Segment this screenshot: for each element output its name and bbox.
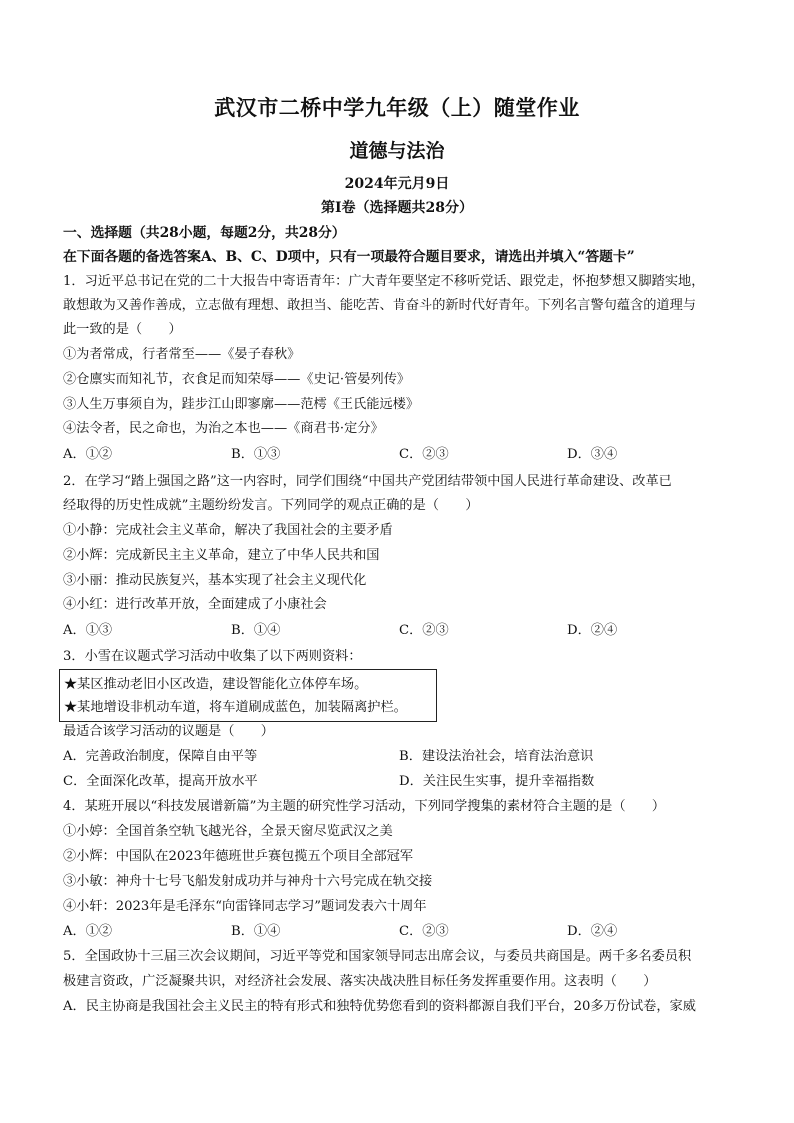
q2-item: ③小丽：推动民族复兴，基本实现了社会主义现代化 (63, 573, 367, 588)
q2-item: ④小红：进行改革开放，全面建成了小康社会 (63, 597, 327, 612)
q3-option-c: C．全面深化改革，提高开放水平 (63, 774, 258, 789)
q4-option-b: B．①④ (231, 924, 281, 939)
q2-item: ②小辉：完成新民主主义革命，建立了中华人民共和国 (63, 548, 380, 563)
exam-date: 2024年元月9日 (344, 176, 450, 192)
q5-option-a: A．民主协商是我国社会主义民主的特有形式和独特优势您看到的资料都源自我们平台，20多万份试卷，家威 (63, 999, 696, 1014)
q4-stem: 4．某班开展以“科技发展谱新篇”为主题的研究性学习活动，下列同学搜集的素材符合主题的是（ ） (63, 799, 666, 814)
q3-material-item: ★某地增设非机动车道，将车道刷成蓝色，加装隔离护栏。 (64, 700, 407, 715)
q1-item: ④法令者，民之命也，为治之本也——《商君书·定分》 (63, 421, 384, 436)
q3-stem: 3．小雪在议题式学习活动中收集了以下两则资料： (63, 649, 362, 664)
q1-item: ②仓廪实而知礼节，衣食足而知荣辱——《史记·管晏列传》 (63, 372, 411, 387)
q2-option-b: B．①④ (231, 623, 281, 638)
q5-stem-line: 5．全国政协十三届三次会议期间，习近平等党和国家领导同志出席会议，与委员共商国是。两千多名委员积 (63, 949, 692, 964)
q4-item: ①小婷：全国首条空轨飞越光谷，全景天窗尽览武汉之美 (63, 824, 393, 839)
page-title: 武汉市二桥中学九年级（上）随堂作业 (214, 95, 580, 120)
q4-option-d: D．②④ (567, 924, 618, 939)
q1-option-a: A．①② (63, 447, 113, 462)
q3-option-d: D．关注民生实事，提升幸福指数 (399, 774, 595, 789)
q1-option-d: D．③④ (567, 447, 618, 462)
q3-material-box (59, 669, 437, 722)
q2-item: ①小静：完成社会主义革命，解决了我国社会的主要矛盾 (63, 523, 393, 538)
q3-option-a: A．完善政治制度，保障自由平等 (63, 749, 258, 764)
q1-item: ③人生万事须自为，跬步江山即寥廓——范樗《王氏能远楼》 (63, 397, 420, 412)
q1-stem-line: 敢想敢为又善作善成，立志做有理想、敢担当、能吃苦、肯奋斗的新时代好青年。下列名言警句蕴含的道理与 (63, 298, 696, 313)
q2-stem-line: 经取得的历史性成就”主题纷纷发言。下列同学的观点正确的是（ ） (63, 498, 479, 513)
q4-option-a: A．①② (63, 924, 113, 939)
volume-title: 第Ⅰ卷（选择题共28分） (320, 200, 474, 216)
q2-option-a: A．①③ (63, 623, 113, 638)
section-heading: 一、选择题（共28小题，每题2分，共28分） (63, 225, 346, 241)
q4-item: ③小敏：神舟十七号飞船发射成功并与神舟十六号完成在轨交接 (63, 874, 433, 889)
q3-option-b: B．建设法治社会，培育法治意识 (399, 749, 594, 764)
q1-item: ①为者常成，行者常至——《晏子春秋》 (63, 347, 301, 362)
subject-title: 道德与法治 (349, 140, 445, 162)
q4-item: ②小辉：中国队在2023年德班世乒赛包揽五个项目全部冠军 (63, 849, 414, 864)
q5-stem-line: 极建言资政，广泛凝聚共识，对经济社会发展、落实决战决胜目标任务发挥重要作用。这表明（ ） (63, 974, 657, 989)
q3-material-item: ★某区推动老旧小区改造，建设智能化立体停车场。 (64, 677, 368, 692)
section-instruction: 在下面各题的备选答案A、B、C、D项中，只有一项最符合题目要求，请选出并填入“答题卡” (63, 249, 635, 265)
q1-option-c: C．②③ (399, 447, 449, 462)
q4-item: ④小轩：2023年是毛泽东“向雷锋同志学习”题词发表六十周年 (63, 899, 427, 914)
q2-option-d: D．②④ (567, 623, 618, 638)
q1-stem-line: 此一致的是（ ） (63, 322, 182, 337)
q2-option-c: C．②③ (399, 623, 449, 638)
q1-option-b: B．①③ (231, 447, 281, 462)
q1-stem-line: 1．习近平总书记在党的二十大报告中寄语青年：广大青年要坚定不移听党话、跟党走，怀抱梦想又脚踏实地， (63, 274, 705, 289)
q2-stem-line: 2．在学习“踏上强国之路”这一内容时，同学们围绕“中国共产党团结带领中国人民进行革命建设、改革已 (63, 474, 672, 489)
q4-option-c: C．②③ (399, 924, 449, 939)
q3-question: 最适合该学习活动的议题是（ ） (63, 724, 274, 739)
